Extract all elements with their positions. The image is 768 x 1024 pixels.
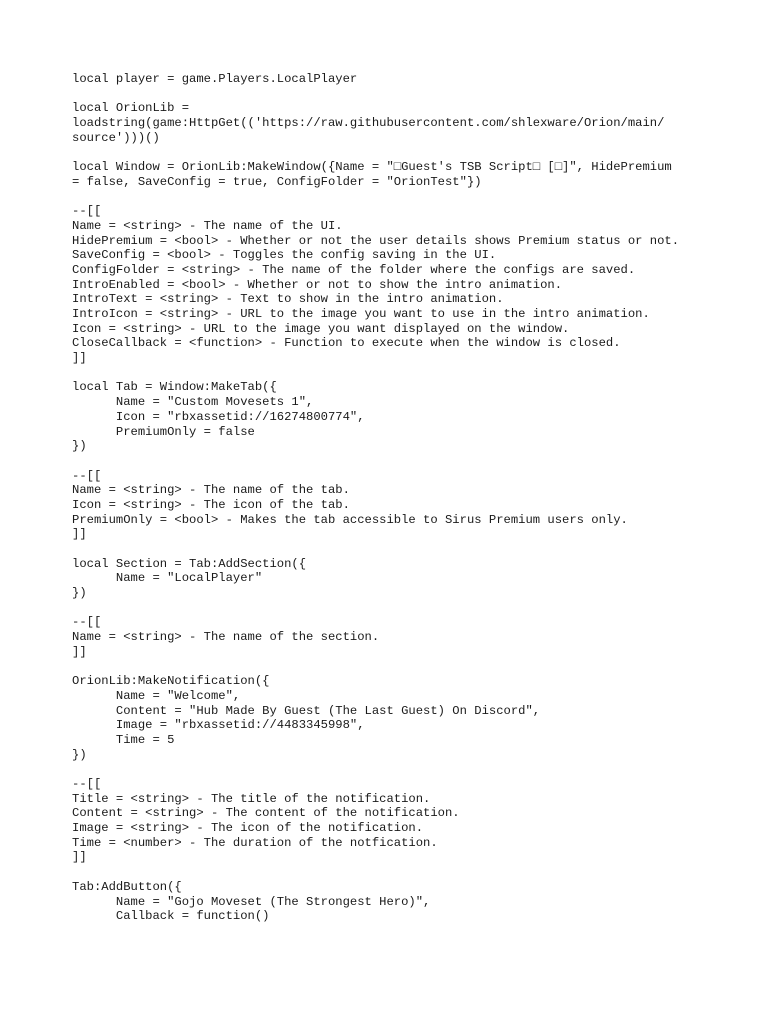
code-line: SaveConfig = <bool> - Toggles the config saving in the UI. — [72, 248, 497, 263]
code-line: Name = "Gojo Moveset (The Strongest Hero)", — [72, 894, 431, 909]
code-line: CloseCallback = <function> - Function to execute when the window is closed. — [72, 336, 621, 351]
code-line: IntroText = <string> - Text to show in the intro animation. — [72, 292, 504, 307]
code-line: --[[ — [72, 615, 102, 630]
code-line: Name = "Custom Movesets 1", — [72, 395, 314, 410]
code-line: Time = 5 — [72, 732, 175, 747]
code-line — [72, 660, 712, 675]
code-line: Name = <string> - The name of the tab. — [72, 483, 350, 498]
code-line: source')))() — [72, 130, 160, 145]
code-line: ]] — [72, 527, 87, 542]
code-line: IntroIcon = <string> - URL to the image you want to use in the intro animation. — [72, 307, 650, 321]
code-line: Name = "Welcome", — [72, 688, 241, 703]
code-line: ]] — [72, 850, 87, 865]
code-line — [72, 542, 712, 557]
code-line: PremiumOnly = <bool> - Makes the tab accessible to Sirus Premium users only. — [72, 512, 628, 527]
code-line — [72, 190, 712, 205]
code-line: Title = <string> - The title of the notification. — [72, 791, 431, 806]
code-line: Icon = <string> - URL to the image you want displayed on the window. — [72, 321, 570, 336]
code-line: Callback = function() — [72, 909, 270, 924]
code-line: IntroEnabled = <bool> - Whether or not to show the intro animation. — [72, 277, 563, 292]
code-line: Image = <string> - The icon of the notification. — [72, 821, 424, 836]
code-listing — [72, 72, 712, 924]
code-line: ConfigFolder = <string> - The name of the folder where the configs are saved. — [72, 262, 636, 277]
code-line: --[[ — [72, 777, 102, 791]
code-line: --[[ — [72, 468, 102, 483]
code-line — [72, 366, 712, 381]
code-line: }) — [72, 747, 87, 762]
code-line: local player = game.Players.LocalPlayer — [72, 72, 358, 86]
code-line: HidePremium = <bool> - Whether or not the user details shows Premium status or not. — [72, 233, 680, 248]
code-line: Name = <string> - The name of the section. — [72, 630, 380, 645]
code-line: Image = "rbxassetid://4483345998", — [72, 718, 365, 733]
code-line: local Tab = Window:MakeTab({ — [72, 380, 277, 395]
code-line: OrionLib:MakeNotification({ — [72, 674, 270, 689]
code-line: Name = "LocalPlayer" — [72, 571, 263, 586]
code-line — [72, 865, 712, 880]
code-line: local Window = OrionLib:MakeWindow({Name = "□Guest's TSB Script□ [□]", HidePremium — [72, 160, 672, 175]
code-line: Content = "Hub Made By Guest (The Last Guest) On Discord", — [72, 703, 541, 718]
code-line: --[[ — [72, 204, 102, 219]
code-line: ]] — [72, 644, 87, 659]
code-line: PremiumOnly = false — [72, 424, 255, 439]
code-line — [72, 87, 712, 102]
code-line: ]] — [72, 351, 87, 366]
code-line: Tab:AddButton({ — [72, 879, 182, 894]
code-line — [72, 454, 712, 469]
code-line — [72, 762, 712, 777]
code-line: }) — [72, 586, 87, 601]
code-line: Icon = "rbxassetid://16274800774", — [72, 409, 365, 424]
code-line: Content = <string> - The content of the notification. — [72, 806, 460, 821]
code-line — [72, 601, 712, 616]
code-line: Name = <string> - The name of the UI. — [72, 218, 343, 233]
code-line: Icon = <string> - The icon of the tab. — [72, 497, 350, 512]
code-line: }) — [72, 439, 87, 454]
code-line: = false, SaveConfig = true, ConfigFolder = "OrionTest"}) — [72, 174, 482, 189]
code-line: local OrionLib = — [72, 101, 190, 116]
code-line: Time = <number> - The duration of the notfication. — [72, 835, 438, 850]
code-line — [72, 145, 712, 160]
code-line: loadstring(game:HttpGet(('https://raw.githubusercontent.com/shlexware/Orion/main/ — [72, 116, 665, 131]
code-line: local Section = Tab:AddSection({ — [72, 556, 307, 571]
